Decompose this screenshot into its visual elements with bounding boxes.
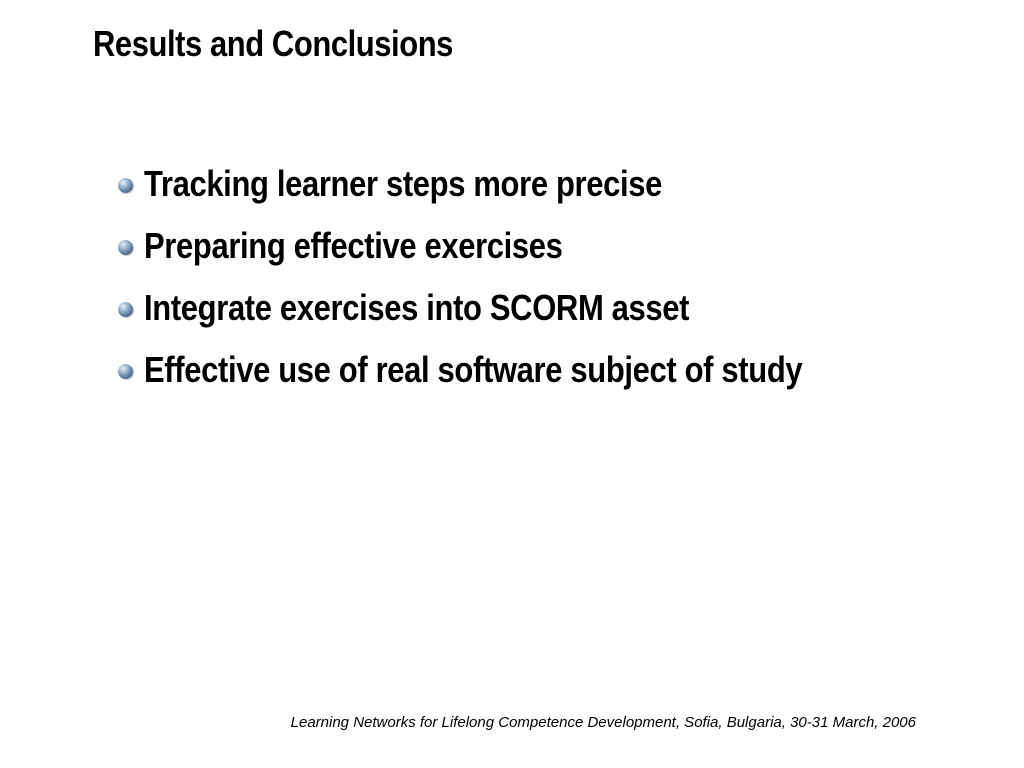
sphere-bullet-icon	[118, 302, 133, 317]
sphere-bullet-icon	[118, 364, 133, 379]
sphere-bullet-icon	[118, 240, 133, 255]
bullet-text: Preparing effective exercises	[144, 225, 563, 266]
slide-footer: Learning Networks for Lifelong Competence Development, Sofia, Bulgaria, 30-31 March, 2006	[290, 714, 916, 731]
bullet-text: Effective use of real software subject of study	[144, 349, 803, 390]
bullet-text: Integrate exercises into SCORM asset	[144, 287, 690, 328]
bullet-text: Tracking learner steps more precise	[144, 163, 662, 204]
sphere-bullet-icon	[118, 178, 133, 193]
slide-title: Results and Conclusions	[93, 23, 453, 64]
